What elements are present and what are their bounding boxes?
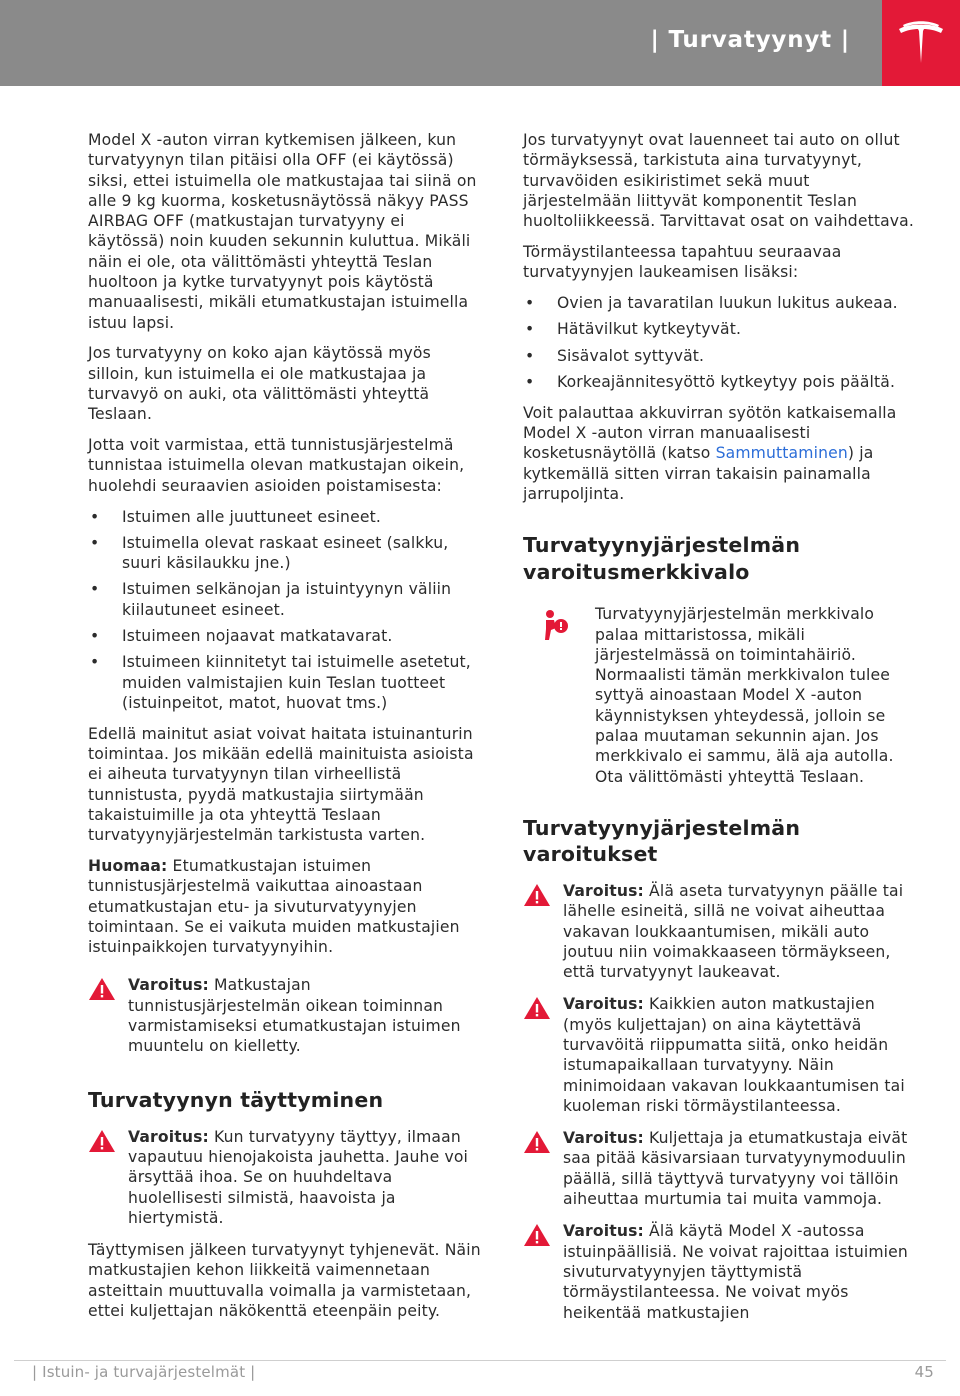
list-item: • Korkeajännitesyöttö kytkeytyy pois päältä. [523,372,921,392]
warning-triangle-icon [88,1129,116,1153]
paragraph-text: Voit palauttaa akkuvirran syötön katkaisemalla Model X -auton virran manuaalisesti kosketusnäytöllä (katso [523,403,897,463]
list-item: • Sisävalot syttyvät. [523,346,921,366]
bullet-list [88,507,484,714]
warning-block [523,1221,921,1322]
warning-triangle-icon [88,977,116,1001]
warning-triangle-icon [523,1223,551,1247]
section-heading: Turvatyynyn täyttyminen [88,1087,384,1112]
warning-block [88,975,484,1056]
warning-block [523,994,921,1116]
left-column [88,130,484,1332]
warning-label: Varoitus: [563,995,644,1014]
link-sammuttaminen[interactable]: Sammuttaminen [715,444,848,463]
note-label: Huomaa: [88,857,168,875]
paragraph: Jos turvatyynyt ovat lauenneet tai auto on ollut törmäyksessä, tarkistuta aina turvatyynyt, turvavöiden esikiristimet sekä muut järjestelmään liittyvät komponentit Teslan huoltoliikkeessä. Tarvittavat osat on vaihdettava. [523,131,914,231]
page-header [0,0,960,86]
indicator-text: Turvatyynyjärjestelmän merkkivalo palaa mittaristossa, mikäli järjestelmässä on toimintahäiriö. Normaalisti tämän merkkivalon tulee syttyä ainoastaan Model X -auton käynnistyksen yhteydessä, jolloin se palaa muutaman sekunnin ajan. Jos merkkivalo ei sammu, älä aja autolla. Ota välittömästi yhteyttä Teslaan. [595,605,894,786]
warning-text: Älä aseta turvatyynyn päälle tai lähelle esineitä, sillä ne voivat aiheuttaa vakavan loukkaantumisen, mikäli auto joutuu niin voimakkaaseen törmäykseen, että turvatyynyt laukeavat. [563,881,904,982]
paragraph: Jos turvatyyny on koko ajan käytössä myös silloin, kun istuimella ei ole matkustajaa ja turvavyö on auki, ota välittömästi yhteyttä Teslaan. [88,344,431,424]
list-item: • Hätävilkut kytkeytyvät. [523,319,921,339]
paragraph-text: ) ja kytkemällä sitten virran takaisin painamalla jarrupoljinta. [523,444,874,503]
warning-triangle-icon [523,1130,551,1154]
warning-text: Matkustajan tunnistusjärjestelmän oikean toiminnan varmistamiseksi etumatkustajan istuimen muuntelu on kielletty. [128,976,461,1056]
bullet-list [523,293,921,392]
paragraph: Edellä mainitut asiat voivat haitata istuinanturin toimintaa. Jos mikään edellä mainituista asioista ei aiheuta turvatyynyn tilan virheellistä tunnistusta, pyydä matkustajia siirtymään takaistuimille ja ota yhteyttä Teslaan turvatyynyjärjestelmän tarkistusta varten. [88,724,474,845]
warning-label: Varoitus: [128,1127,209,1146]
paragraph [523,403,921,504]
page-number: 45 [914,1363,934,1381]
warning-block [523,1128,921,1209]
warning-triangle-icon [523,996,551,1020]
warning-text: Kuljettaja ja etumatkustaja eivät saa pitää käsivarsiaan turvatyynymoduulin päällä, sillä täyttyvä turvatyyny voi tällöin aiheuttaa murtumia tai muita vammoja. [563,1129,908,1209]
paragraph: Model X -auton virran kytkemisen jälkeen, kun turvatyynyn tilan pitäisi olla OFF (ei käytössä) siksi, ettei istuimella ole matkustajaa tai siinä on alle 9 kg kuorma, kosketusnäytössä näkyy PASS AIRBAG OFF (matkustajan turvatyyny ei käytössä) noin kuuden sekunnin kuluttua. Mikäli näin ei ole, ota välittömästi yhteyttä Teslan huoltoon ja kytke turvatyynyt pois käytöstä manuaalisesti, mikäli etumatkustajan istuimella istuu lapsi. [88,131,477,332]
list-item: • Ovien ja tavaratilan luukun lukitus aukeaa. [523,293,921,313]
section-heading: Turvatyynyjärjestelmän varoitusmerkkivalo [523,533,801,585]
paragraph: Jotta voit varmistaa, että tunnistusjärjestelmä tunnistaa istuimella olevan matkustajan oikein, huolehdi seuraavien asioiden poistamisesta: [88,436,465,495]
warning-label: Varoitus: [563,1222,644,1241]
indicator-block [523,604,921,787]
warning-text: Älä käytä Model X -autossa istuinpäällisiä. Ne voivat rajoittaa istuimien sivuturvatyynyjen täyttymistä törmäystilanteessa. Ne voivat myös heikentää matkustajien [563,1222,908,1322]
list-item: • Istuimeen kiinnitetyt tai istuimelle asetetut, muiden valmistajien kuin Teslan tuotteet (istuinpeitot, matot, huovat tms.) [88,652,484,713]
list-item: • Istuimen alle juuttuneet esineet. [88,507,484,527]
section-heading: Turvatyynyjärjestelmän varoitukset [523,815,801,866]
warning-triangle-icon [523,883,551,907]
list-item: • Istuimen selkänojan ja istuintyynyn väliin kiilautuneet esineet. [88,579,484,620]
paragraph: Täyttymisen jälkeen turvatyynyt tyhjenevät. Näin matkustajien kehon liikkeitä vaimennetaan asteittain muuttuvalla voimalla ja varmistetaan, ettei kuljettajan näkökenttä eteenpäin peity. [88,1241,481,1321]
list-item: • Istuimella olevat raskaat esineet (salkku, suuri käsilaukku jne.) [88,533,484,574]
page-title: | Turvatyynyt | [650,27,850,53]
paragraph: Törmäystilanteessa tapahtuu seuraavaa turvatyynyjen laukeamisen lisäksi: [523,242,842,282]
list-item: • Istuimeen nojaavat matkatavarat. [88,626,484,646]
warning-block [523,881,921,982]
warning-text: Kun turvatyyny täyttyy, ilmaan vapautuu hienojakoista jauhetta. Jauhe voi ärsyttää ihoa. Se on huuhdeltava huolellisesti silmistä, haavoista ja hiertymistä. [128,1127,468,1227]
warning-label: Varoitus: [128,976,209,995]
airbag-warning-icon [537,608,571,642]
tesla-logo-icon [895,17,947,69]
footer-section-title: | Istuin- ja turvajärjestelmät | [32,1363,256,1381]
warning-label: Varoitus: [563,881,644,900]
warning-block [88,1127,484,1228]
warning-text: Kaikkien auton matkustajien (myös kuljettajan) on aina käytettävä turvavöitä riippumatta siitä, onko heidän istumapaikallaan turvatyyny. Näin minimoidaan vakavan loukkaantumisen tai kuoleman riski törmäystilanteessa. [563,995,905,1115]
right-column [523,130,921,1335]
note [88,856,484,957]
warning-label: Varoitus: [563,1129,644,1148]
note-text: Etumatkustajan istuimen tunnistusjärjestelmä vaikuttaa ainoastaan etumatkustajan etu- ja sivuturvatyynyjen toimintaan. Se ei vaikuta muiden matkustajien istuinpaikkojen turvatyynyihin. [88,857,460,957]
footer-divider [14,1360,946,1361]
brand-logo [882,0,960,86]
